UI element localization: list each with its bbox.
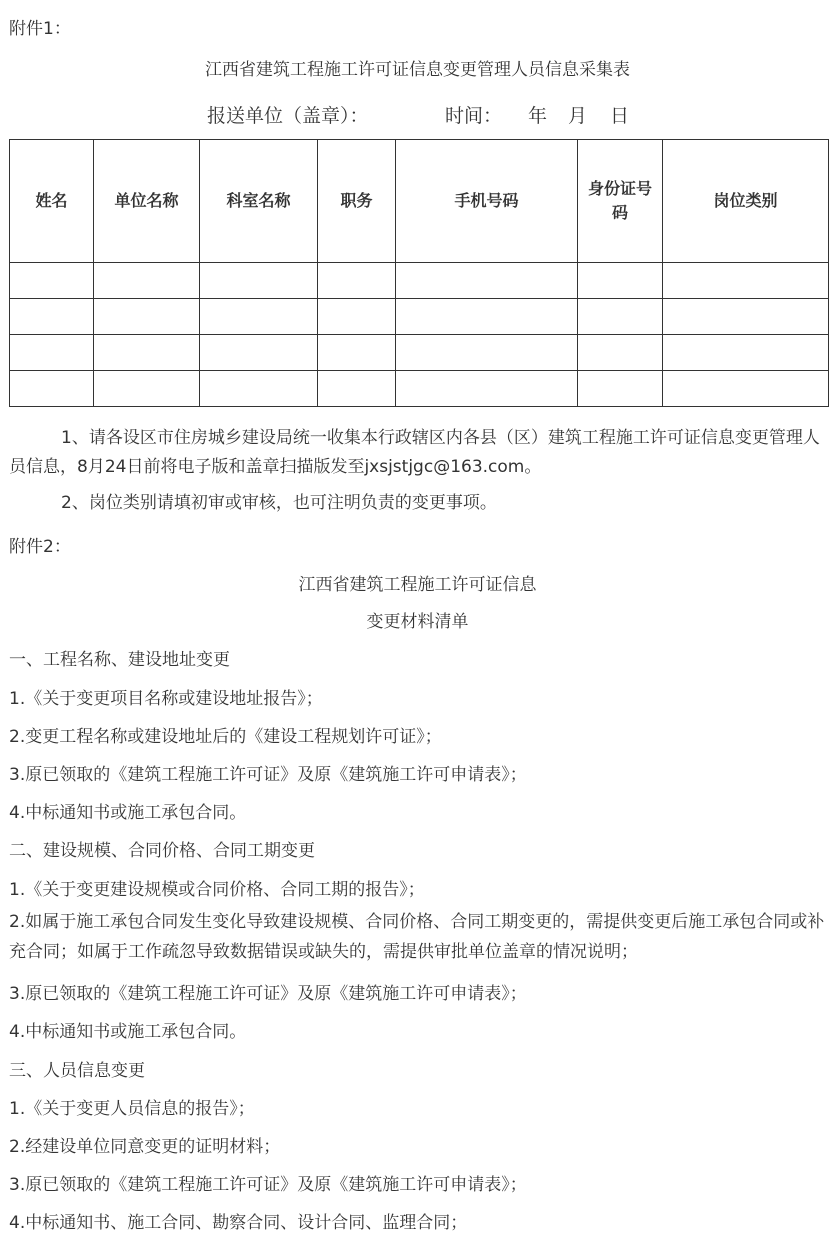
annex1-label: 附件1：: [9, 19, 71, 39]
table-row: [10, 263, 829, 299]
table-cell: [663, 299, 829, 335]
section-3-item-3: 3.原已领取的《建筑工程施工许可证》及原《建筑施工许可申请表》；: [9, 1175, 527, 1195]
table-cell: [318, 335, 396, 371]
table-cell: [578, 263, 663, 299]
section-1-item-4: 4.中标通知书或施工承包合同。: [9, 803, 247, 823]
annex1-note-2: 2、岗位类别请填初审或审核，也可注明负责的变更事项。: [61, 493, 497, 513]
table-row: [10, 371, 829, 407]
table-cell: [10, 299, 94, 335]
table-cell: [578, 335, 663, 371]
section-1-item-1: 1.《关于变更项目名称或建设地址报告》；: [9, 689, 323, 709]
table-cell: [663, 263, 829, 299]
table-cell: [396, 299, 578, 335]
table-header-row: [10, 140, 829, 263]
table-cell: [200, 299, 318, 335]
table-cell: [94, 263, 200, 299]
table-cell: [94, 371, 200, 407]
section-3-item-2: 2.经建设单位同意变更的证明材料；: [9, 1137, 281, 1157]
table-cell: [94, 299, 200, 335]
table-cell: [578, 299, 663, 335]
section-1-item-2: 2.变更工程名称或建设地址后的《建设工程规划许可证》；: [9, 727, 442, 747]
month-label: 月: [568, 105, 588, 127]
header-position: 职务: [318, 140, 396, 263]
section-3-item-1: 1.《关于变更人员信息的报告》；: [9, 1099, 255, 1119]
table-cell: [10, 371, 94, 407]
table-cell: [578, 371, 663, 407]
table-row: [10, 335, 829, 371]
table-cell: [200, 335, 318, 371]
annex2-label: 附件2：: [9, 537, 71, 557]
section-1-heading: 一、工程名称、建设地址变更: [9, 650, 230, 670]
table-cell: [318, 371, 396, 407]
header-mobile: 手机号码: [396, 140, 578, 263]
section-3-item-4: 4.中标通知书、施工合同、勘察合同、设计合同、监理合同；: [9, 1213, 468, 1233]
header-post-category: 岗位类别: [663, 140, 829, 263]
header-department: 科室名称: [200, 140, 318, 263]
table-cell: [318, 263, 396, 299]
annex1-title: 江西省建筑工程施工许可证信息变更管理人员信息采集表: [205, 60, 630, 80]
time-label: 时间：: [445, 105, 503, 127]
table-cell: [10, 335, 94, 371]
header-id-number: 身份证号码: [578, 140, 663, 263]
table-cell: [396, 263, 578, 299]
annex2-title-line1: 江西省建筑工程施工许可证信息: [298, 575, 537, 595]
section-2-item-1: 1.《关于变更建设规模或合同价格、合同工期的报告》；: [9, 880, 425, 900]
section-3-heading: 三、人员信息变更: [9, 1061, 145, 1081]
section-2-heading: 二、建设规模、合同价格、合同工期变更: [9, 841, 315, 861]
header-unit: 单位名称: [94, 140, 200, 263]
table-cell: [10, 263, 94, 299]
table-cell: [200, 371, 318, 407]
table-cell: [94, 335, 200, 371]
table-cell: [663, 371, 829, 407]
section-2-item-2: 2.如属于施工承包合同发生变化导致建设规模、合同价格、合同工期变更的，需提供变更后施工承包合同或补充合同；如属于工作疏忽导致数据错误或缺失的，需提供审批单位盖章的情况说明；: [9, 912, 825, 962]
header-name: 姓名: [10, 140, 94, 263]
table-cell: [663, 335, 829, 371]
section-2-item-3: 3.原已领取的《建筑工程施工许可证》及原《建筑施工许可申请表》；: [9, 984, 527, 1004]
personnel-info-table: [9, 139, 829, 407]
year-label: 年: [528, 105, 548, 127]
annex1-note-1: 1、请各设区市住房城乡建设局统一收集本行政辖区内各县（区）建筑工程施工许可证信息变更管理人员信息，8月24日前将电子版和盖章扫描版发至jxsjstjgc@163.com。: [9, 428, 820, 477]
section-2-item-4: 4.中标通知书或施工承包合同。: [9, 1022, 247, 1042]
table-cell: [318, 299, 396, 335]
table-cell: [396, 335, 578, 371]
table-row: [10, 299, 829, 335]
day-label: 日: [610, 105, 630, 127]
table-cell: [200, 263, 318, 299]
annex2-title-line2: 变更材料清单: [366, 612, 469, 632]
section-1-item-3: 3.原已领取的《建筑工程施工许可证》及原《建筑施工许可申请表》；: [9, 765, 527, 785]
table-cell: [396, 371, 578, 407]
submit-unit-label: 报送单位（盖章）：: [207, 105, 369, 127]
